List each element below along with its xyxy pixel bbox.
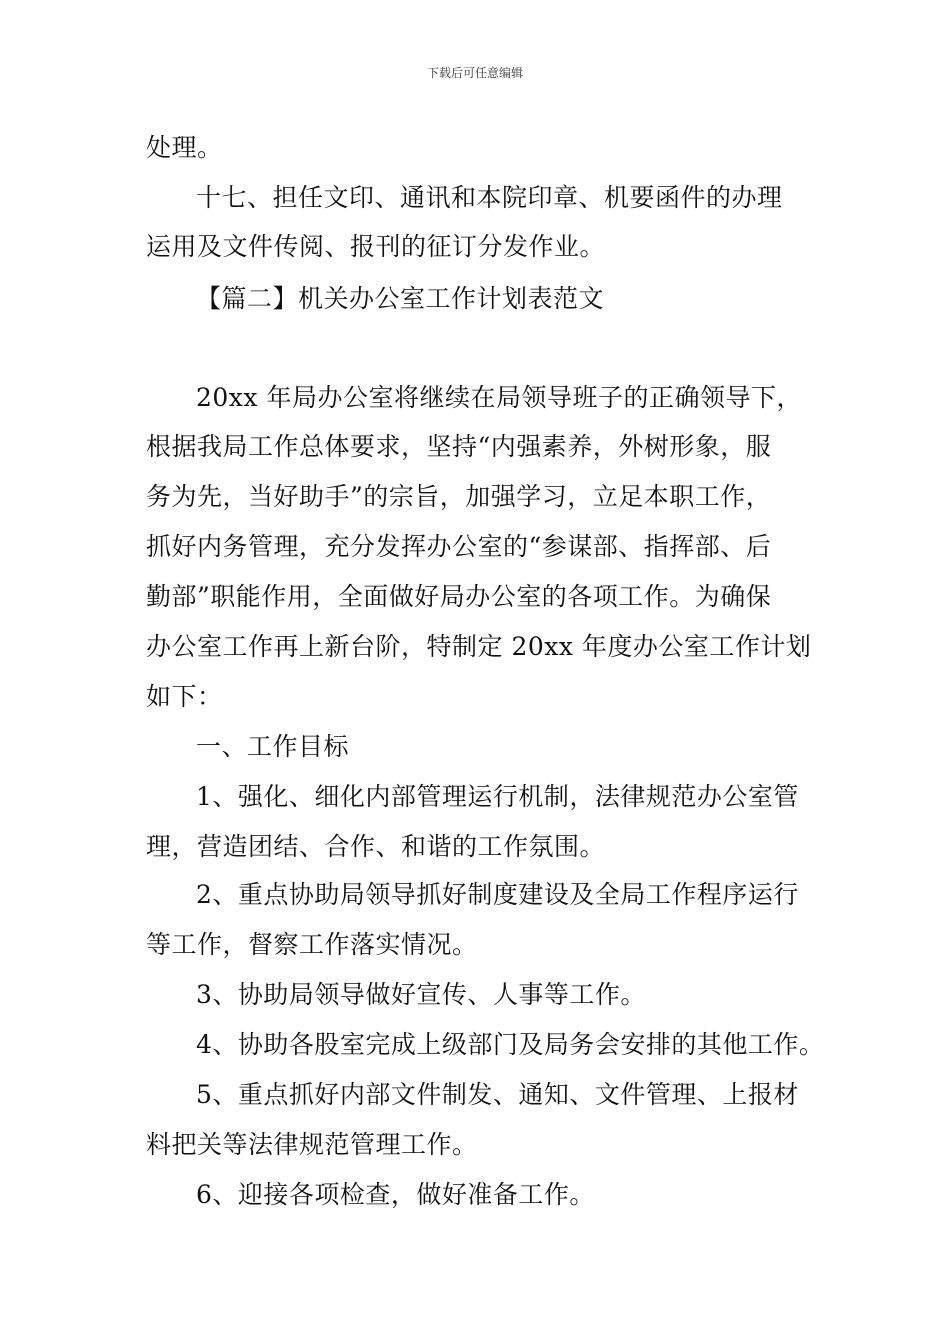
page-header: 下载后可任意编辑 bbox=[426, 66, 523, 80]
list-item: 4、协助各股室完成上级部门及局务会安排的其他工作。 bbox=[196, 1030, 825, 1059]
list-item-continuation: 理，营造团结、合作、和谐的工作氛围。 bbox=[146, 832, 606, 861]
paragraph-line: 办公室工作再上新台阶，特制定 20xx 年度办公室工作计划 bbox=[146, 632, 812, 661]
section-heading: 【篇二】机关办公室工作计划表范文 bbox=[196, 284, 605, 313]
paragraph-line: 处理。 bbox=[146, 133, 223, 162]
list-item: 6、迎接各项检查，做好准备工作。 bbox=[196, 1180, 595, 1209]
list-item-continuation: 料把关等法律规范管理工作。 bbox=[146, 1130, 478, 1159]
paragraph-line: 十七、担任文印、通讯和本院印章、机要函件的办理 bbox=[196, 183, 783, 212]
list-item: 5、重点抓好内部文件制发、通知、文件管理、上报材 bbox=[196, 1080, 799, 1109]
list-item: 2、重点协助局领导抓好制度建设及全局工作程序运行 bbox=[196, 880, 799, 909]
paragraph-line: 如下： bbox=[146, 682, 223, 711]
list-item-continuation: 等工作，督察工作落实情况。 bbox=[146, 930, 478, 959]
paragraph-line: 运用及文件传阅、报刊的征订分发作业。 bbox=[146, 232, 606, 261]
paragraph-line: 抓好内务管理，充分发挥办公室的“参谋部、指挥部、后 bbox=[146, 532, 772, 561]
paragraph-line: 勤部”职能作用，全面做好局办公室的各项工作。为确保 bbox=[146, 582, 772, 611]
section-heading: 一、工作目标 bbox=[196, 732, 350, 761]
list-item: 1、强化、细化内部管理运行机制，法律规范办公室管 bbox=[196, 782, 799, 811]
paragraph-line: 20xx 年局办公室将继续在局领导班子的正确领导下， bbox=[196, 383, 802, 412]
paragraph-line: 根据我局工作总体要求，坚持“内强素养，外树形象，服 bbox=[146, 432, 772, 461]
list-item: 3、协助局领导做好宣传、人事等工作。 bbox=[196, 980, 646, 1009]
paragraph-line: 务为先，当好助手”的宗旨，加强学习，立足本职工作， bbox=[146, 482, 772, 511]
